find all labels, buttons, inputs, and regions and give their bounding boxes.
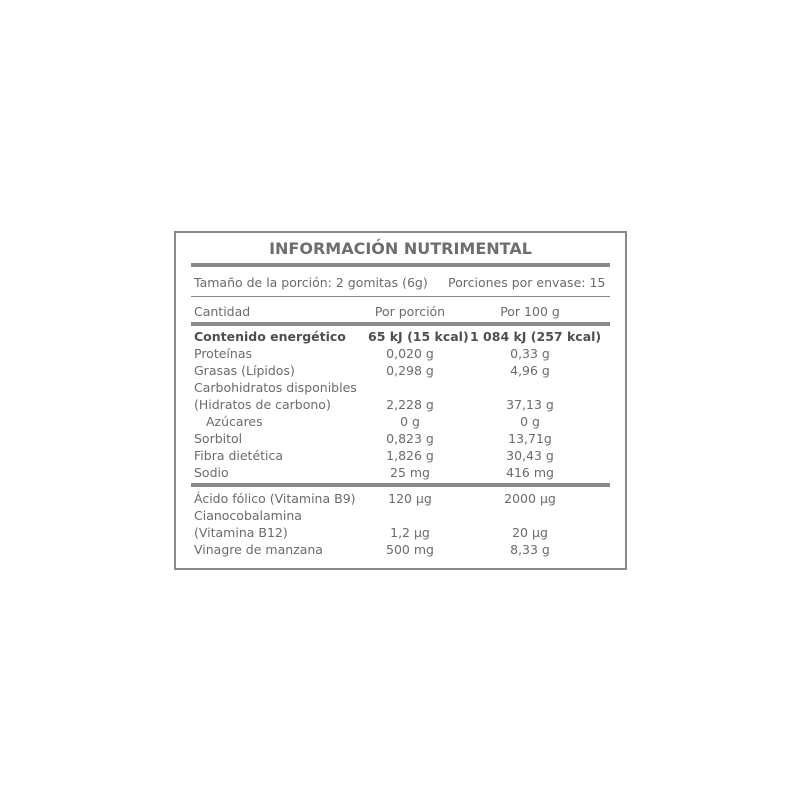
nutrient-per-portion: 0,298 g <box>386 363 434 378</box>
label-title: INFORMACIÓN NUTRIMENTAL <box>269 239 532 258</box>
energy-name: Contenido energético <box>194 329 346 344</box>
supplement-per-100g: 20 µg <box>512 525 548 540</box>
nutrient-per-100g: 416 mg <box>506 465 554 480</box>
supplement-name: Vinagre de manzana <box>194 542 323 557</box>
nutrient-per-portion: 0,020 g <box>386 346 434 361</box>
nutrient-name: Proteínas <box>194 346 252 361</box>
header-per-100g: Por 100 g <box>500 304 560 319</box>
nutrient-per-portion: 25 mg <box>390 465 430 480</box>
nutrient-per-100g: 30,43 g <box>506 448 554 463</box>
nutrients-divider <box>191 483 610 487</box>
supplement-name: Cianocobalamina <box>194 508 302 523</box>
supplement-name: (Vitamina B12) <box>194 525 288 540</box>
nutrient-name: Azúcares <box>206 414 263 429</box>
header-quantity: Cantidad <box>194 304 251 319</box>
nutrient-per-portion: 2,228 g <box>386 397 434 412</box>
supplement-name: Ácido fólico (Vitamina B9) <box>194 491 356 506</box>
supplement-per-100g: 8,33 g <box>510 542 550 557</box>
nutrient-name: Sorbitol <box>194 431 243 446</box>
supplement-per-portion: 1,2 µg <box>390 525 430 540</box>
nutrient-name: Grasas (Lípidos) <box>194 363 295 378</box>
nutrient-per-100g: 37,13 g <box>506 397 554 412</box>
supplement-per-portion: 120 µg <box>388 491 432 506</box>
header-divider <box>191 322 610 326</box>
nutrient-per-portion: 1,826 g <box>386 448 434 463</box>
nutrient-name: (Hidratos de carbono) <box>194 397 331 412</box>
header-per-portion: Por porción <box>374 304 446 319</box>
energy-per-portion: 65 kJ (15 kcal) <box>368 329 469 344</box>
serving-size: Tamaño de la porción: 2 gomitas (6g) <box>194 275 428 290</box>
nutrient-per-100g: 0,33 g <box>510 346 550 361</box>
nutrient-name: Fibra dietética <box>194 448 284 463</box>
servings-per-container: Porciones por envase: 15 <box>448 275 606 290</box>
energy-per-100g: 1 084 kJ (257 kcal) <box>470 329 602 344</box>
nutrient-per-100g: 4,96 g <box>510 363 550 378</box>
nutrient-per-100g: 13,71g <box>508 431 552 446</box>
title-divider <box>191 263 610 267</box>
nutrition-facts-label <box>174 231 627 570</box>
nutrient-name: Sodio <box>194 465 229 480</box>
supplement-per-portion: 500 mg <box>386 542 434 557</box>
nutrient-per-100g: 0 g <box>520 414 540 429</box>
nutrient-per-portion: 0 g <box>400 414 420 429</box>
nutrient-per-portion: 0,823 g <box>386 431 434 446</box>
serving-divider <box>191 296 610 297</box>
supplement-per-100g: 2000 µg <box>504 491 556 506</box>
nutrient-name: Carbohidratos disponibles <box>194 380 357 395</box>
